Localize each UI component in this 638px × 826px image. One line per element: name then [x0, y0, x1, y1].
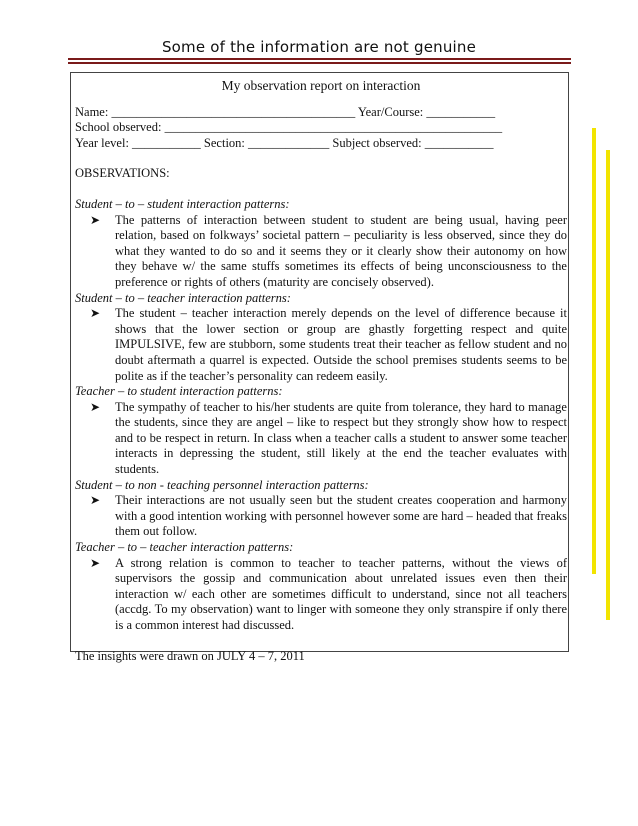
arrow-bullet-icon: ➤ [90, 212, 101, 227]
bullet-text: The sympathy of teacher to his/her students are quite from tolerance, they hard to manage the students, since they are angel – like to respect but they strongly show how to respect and to be respect in return. In class when a teacher calls a student to answer some teacher interacts in depressing the student, still likely at the end the teacher evaluates with students. [115, 399, 567, 477]
header-rule-top [68, 58, 571, 60]
bullet-item [90, 556, 567, 634]
arrow-bullet-icon: ➤ [90, 493, 101, 508]
page-header: Some of the information are not genuine [161, 38, 477, 56]
header-rule-bottom [68, 62, 571, 64]
bullet-item [90, 400, 567, 478]
bullet-item [90, 213, 567, 291]
section-title: Teacher – to – teacher interaction patterns: [75, 540, 294, 555]
side-mark-line [592, 128, 596, 574]
report-title: My observation report on interaction [221, 78, 421, 93]
spacer [75, 182, 567, 197]
section-title: Student – to – student interaction patterns: [75, 196, 290, 211]
bullet-text: The patterns of interaction between student to student are being usual, having peer relation, based on folkways’ societal pattern – peculiarity is less observed, since they do what they wanted to do so and it seems they or it clearly show their autonomy on how they behave w/ the same stuffs sometimes its effects of being unconsciousness to the preference or rights of others (maturity are concisely observed). [115, 212, 567, 289]
observation-section-1 [75, 197, 567, 291]
bullet-item [90, 493, 567, 540]
bullet-item [90, 306, 567, 384]
school-field-line: School observed: ______________________________________________________ [75, 120, 503, 135]
arrow-bullet-icon: ➤ [90, 555, 101, 570]
observations-heading: OBSERVATIONS: [75, 166, 170, 181]
bullet-text: Their interactions are not usually seen but the student creates cooperation and harmony with a good intention working with personnel however some are hard – headed that freaks them out follow. [115, 493, 567, 539]
arrow-bullet-icon: ➤ [90, 399, 101, 414]
section-title: Student – to non - teaching personnel interaction patterns: [75, 477, 369, 492]
observation-section-2 [75, 291, 567, 385]
spacer [75, 151, 567, 166]
name-field-line: Name: _______________________________________ Year/Course: ___________ [75, 104, 496, 119]
bullet-text: The student – teacher interaction merely depends on the level of difference because it shows that the lower section or group are ghastly forgetting respect and quite IMPULSIVE, few are stubborn, some students treat their teacher as fellow student and no doubt aftermath a quarrel is expected. Outside the school premises students seems to be polite as if the teacher’s personality can redeem easily. [115, 306, 567, 383]
level-field-line: Year level: ___________ Section: _____________ Subject observed: ___________ [75, 135, 494, 150]
bullet-text: A strong relation is common to teacher to teacher patterns, without the views of supervisors the gossip and communication about unrelated issues even then their interaction w/ each other are sometimes difficult to understand, since not all teachers (accdg. To my observation) want to linger with someone they only stranspire if only there is a common interest had discussed. [115, 555, 567, 632]
spacer [75, 634, 567, 649]
insights-line: The insights were drawn on JULY 4 – 7, 2011 [75, 648, 305, 663]
side-mark-line [606, 150, 610, 620]
observation-section-5 [75, 540, 567, 634]
observation-section-4 [75, 478, 567, 540]
section-title: Student – to – teacher interaction patterns: [75, 290, 291, 305]
report-content [75, 78, 567, 664]
section-title: Teacher – to student interaction patterns: [75, 384, 283, 399]
arrow-bullet-icon: ➤ [90, 306, 101, 321]
observation-section-3 [75, 384, 567, 478]
